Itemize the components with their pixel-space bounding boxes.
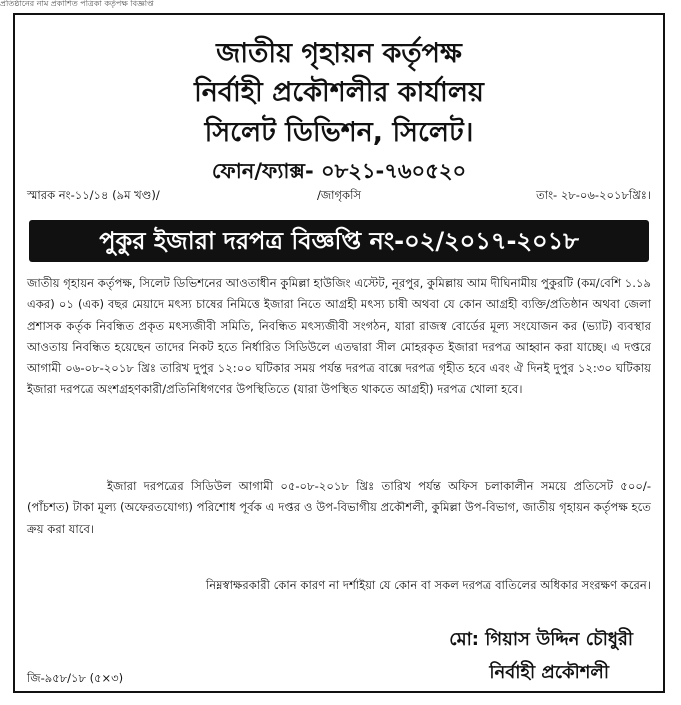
memo-number: স্মারক নং-১১/১৪ (৯ম খণ্ড)/: [27, 188, 160, 202]
notice-title-banner: পুকুর ইজারা দরপত্র বিজ্ঞপ্তি নং-০২/২০১৭-২০১৮: [29, 220, 649, 262]
ad-code: জি-৯৫৮/১৮ (৫×৩): [27, 671, 124, 685]
phone-fax: ফোন/ফ্যাক্স- ০৮২১-৭৬০৫২০: [211, 159, 467, 183]
top-clipped-text: প্রতিষ্ঠানের নাম প্রকাশিত পত্রিকা কর্তৃপক্ষ বিজ্ঞপ্তি: [0, 0, 154, 8]
division-name: সিলেট ডিভিশন, সিলেট।: [204, 117, 474, 148]
reference-row: [27, 187, 651, 205]
office-name: নির্বাহী প্রকৌশলীর কার্যালয়: [194, 77, 484, 108]
signatory-designation: নির্বাহী প্রকৌশলী: [489, 662, 609, 683]
body-paragraph-1: জাতীয় গৃহায়ন কর্তৃপক্ষ, সিলেট ডিভিশনের আওতাধীন কুমিল্লা হাউজিং এস্টেট, নূরপুর, কুমিল্লায় আম দীঘিনামীয় পুকুরটি (কম/বেশি ১.১৯ একর) ০১ (এক) বছর মেয়াদে মৎস্য চাষের নিমিত্তে ইজারা নিতে আগ্রহী মৎস্য চাষী অথবা যে কোন আগ্রহী ব্যক্তি/প্রতিষ্ঠান অথবা জেলা প্রশাসক কর্তৃক নিবন্ধিত প্রকৃত মৎস্যজীবী সমিতি, নিবন্ধিত মৎস্যজীবী সংগঠন, যারা রাজস্ব বোর্ডের মূল্য সংযোজন কর (ভ্যাট) ব্যবস্থার আওতায় নিবন্ধিত হয়েছেন তাদের নিকট হতে নির্ধারিত সিডিউলে এতদ্বারা সীল মোহরকৃত ইজারা দরপত্র আহ্বান করা যাচ্ছে। এ দপ্তরে আগামী ০৬-০৮-২০১৮ খ্রিঃ তারিখ দুপুর ১২:০০ ঘটিকার সময় পর্যন্ত দরপত্র বাক্সে দরপত্র গৃহীত হবে এবং ঐ দিনই দুপুর ১২:৩০ ঘটিকায় ইজারা দরপত্রে অংশগ্রহণকারী/প্রতিনিধিগণের উপস্থিতিতে (যারা উপস্থিত থাকতে আগ্রহী) দরপত্র খোলা হবে।: [27, 276, 651, 397]
notice-date: তাং- ২৮-০৬-২০১৮খ্রিঃ।: [536, 188, 651, 202]
body-paragraph-3: নিম্নস্বাক্ষরকারী কোন কারণ না দর্শাইয়া যে কোন বা সকল দরপত্র বাতিলের অধিকার সংরক্ষণ করেন।: [205, 578, 651, 592]
office-code: /জাগৃকসি: [317, 188, 361, 202]
body-paragraph-2: ইজারা দরপত্রের সিডিউল আগামী ০৫-০৮-২০১৮ খ্রিঃ তারিখ পর্যন্ত অফিস চলাকালীন সময়ে প্রতিসেট ৫০০/- (পাঁচশত) টাকা মূল্য (অফেরতযোগ্য) পরিশোধ পূর্বক এ দপ্তর ও উপ-বিভাগীয় প্রকৌশলী, কুমিল্লা উপ-বিভাগ, জাতীয় গৃহায়ন কর্তৃপক্ষ হতে ক্রয় করা যাবে।: [27, 479, 651, 536]
organization-name: জাতীয় গৃহায়ন কর্তৃপক্ষ: [216, 38, 462, 69]
tender-notice: [13, 13, 665, 693]
signatory-name: মো: গিয়াস উদ্দিন চৌধুরী: [449, 629, 633, 650]
